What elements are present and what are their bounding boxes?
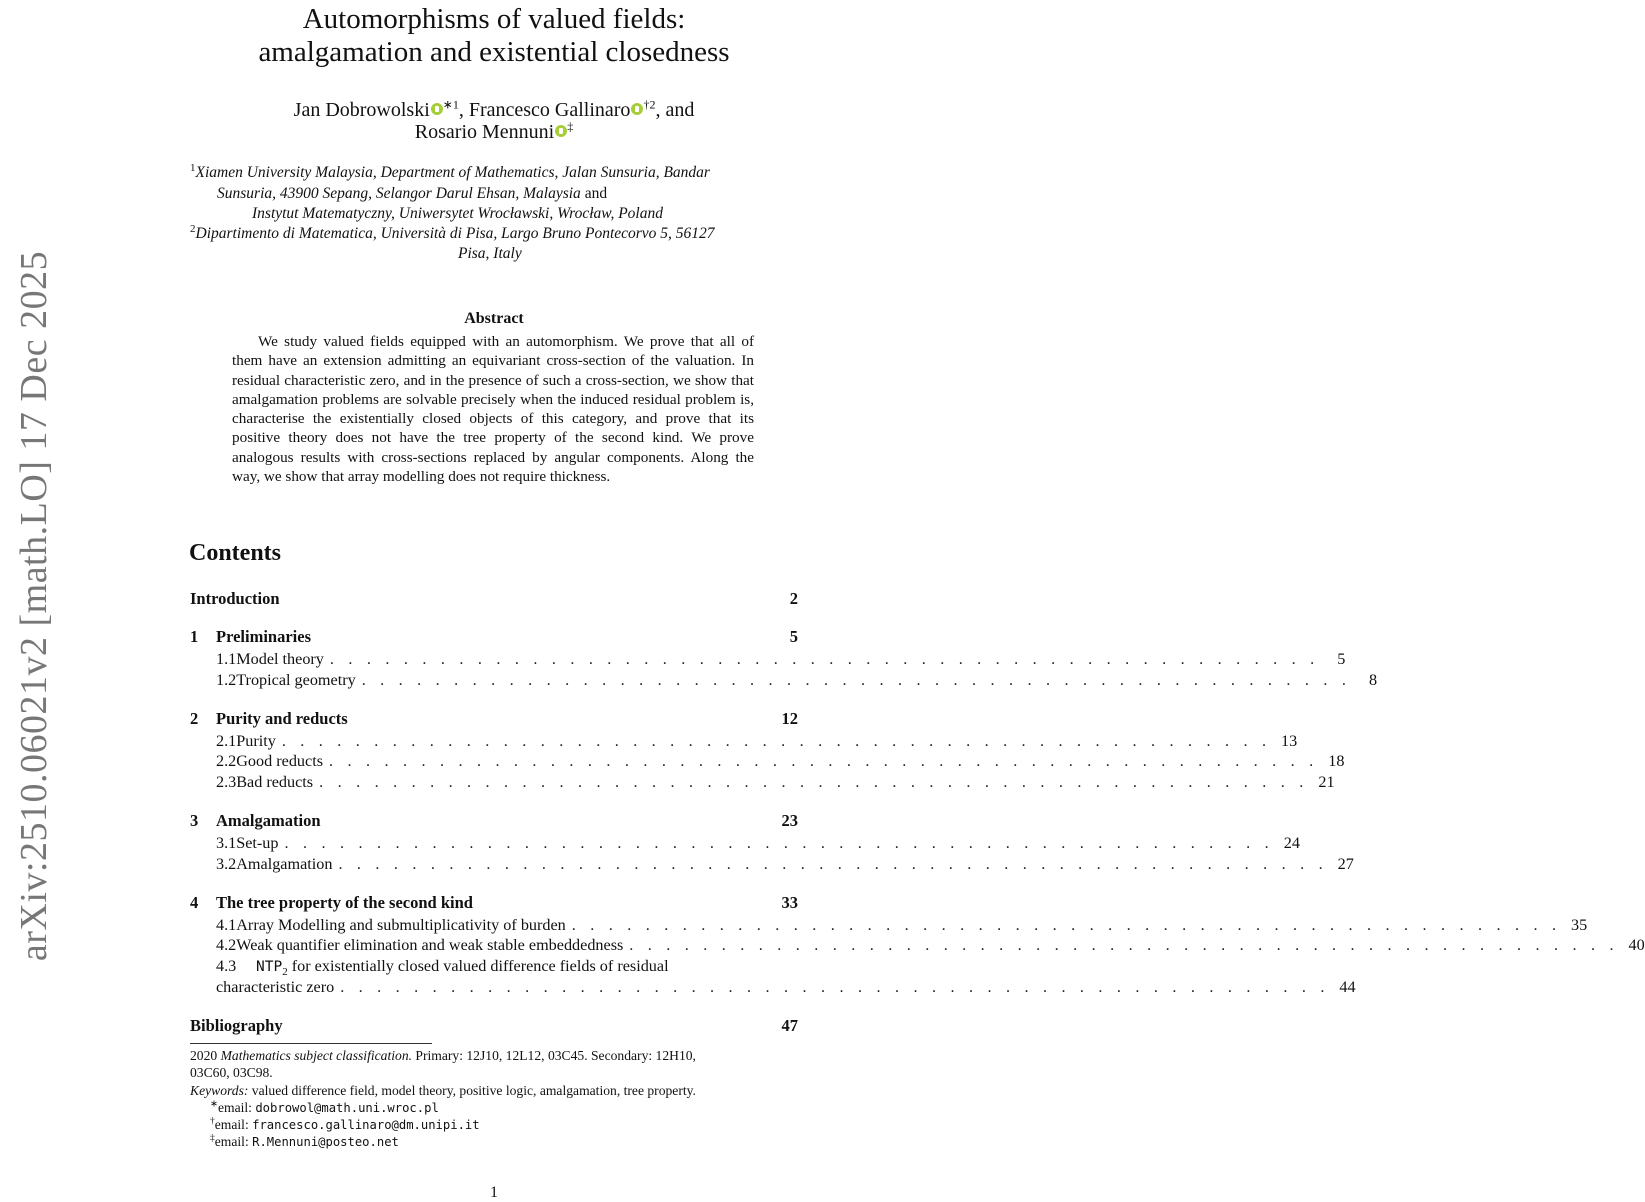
footnote-mark: ‡ <box>210 1133 215 1144</box>
affiliation-number: 2 <box>190 222 196 235</box>
toc-title: Purity and reducts <box>216 709 348 728</box>
msc-codes-continued: 03C60, 03C98. <box>190 1065 273 1080</box>
toc-page: 40 <box>1628 936 1645 954</box>
toc-number: 3 <box>190 811 199 830</box>
author-name: Jan Dobrowolski <box>293 99 430 121</box>
toc-entry-section-3-1[interactable] <box>190 832 1300 854</box>
toc-dot-leader: . . . . . . . . . . . . . . . . . . . . . . . . . . . . . . . . . . . . . . . . . . . . . . . . . . . . . . <box>629 936 1619 954</box>
affiliation-text: Pisa, Italy <box>458 245 522 262</box>
author-conjunction: , and <box>655 99 695 121</box>
toc-entry-section-3-2[interactable] <box>190 853 1354 875</box>
toc-page: 12 <box>781 709 798 728</box>
footnote-email-2 <box>210 1116 480 1134</box>
affiliation-text: Dipartimento di Matematica, Università di Pisa, Largo Bruno Pontecorvo 5, 56127 <box>195 225 715 242</box>
keywords-text: valued difference field, model theory, positive logic, amalgamation, tree property. <box>248 1083 696 1098</box>
page-number: 1 <box>490 1184 498 1201</box>
toc-dot-leader: . . . . . . . . . . . . . . . . . . . . . . . . . . . . . . . . . . . . . . . . . . . . . . . . . . . . . . <box>329 752 1319 770</box>
abstract-text: We study valued fields equipped with an automorphism. We prove that all of them have an extension admitting an equivariant cross-section of the valuation. In residual characteristic zero, and in the presence of such a cross-section, we show that amalgamation problems are solvable precisely when the induced residual problem is, characterise the existentially closed objects of this category, and prove that its positive theory does not have the tree property of the second kind. We prove analogous results with cross-sections replaced by angular components. Along the way, we show that array modelling does not require thickness. <box>232 333 754 486</box>
toc-entry-section-2-3[interactable] <box>190 771 1335 793</box>
toc-entry-section-2-1[interactable] <box>190 730 1298 752</box>
toc-title-rest: for existentially closed valued difference fields of residual <box>287 957 669 975</box>
toc-number: 2.3 <box>216 773 237 791</box>
affiliation-2-line-2 <box>458 244 522 264</box>
email-address[interactable]: dobrowol@math.uni.wroc.pl <box>255 1101 439 1115</box>
paper-title-line-2: amalgamation and existential closedness <box>258 36 730 68</box>
footnote-email-1 <box>210 1099 439 1117</box>
abstract-heading: Abstract <box>464 310 524 327</box>
toc-title: Array Modelling and submultiplicativity of burden <box>236 916 566 934</box>
toc-number: 2.1 <box>216 732 237 750</box>
toc-entry-section-1-2[interactable] <box>190 669 1378 691</box>
toc-title: Good reducts <box>236 752 323 770</box>
affiliation-text: Sunsuria, 43900 Sepang, Selangor Darul Ehsan, Malaysia <box>217 185 581 202</box>
toc-entry-section-4-2[interactable] <box>190 934 1645 956</box>
msc-codes: Primary: 12J10, 12L12, 03C45. Secondary: 12H10, <box>412 1048 696 1063</box>
toc-number: 2.2 <box>216 752 237 770</box>
toc-entry-chapter-3[interactable] <box>190 810 798 832</box>
msc-label: Mathematics subject classification. <box>220 1048 413 1063</box>
toc-dot-leader: . . . . . . . . . . . . . . . . . . . . . . . . . . . . . . . . . . . . . . . . . . . . . . . . . . . . . . <box>571 916 1562 934</box>
toc-number: 1 <box>190 627 199 646</box>
ntp-symbol: NTP <box>256 959 283 975</box>
toc-title: Amalgamation <box>236 855 333 873</box>
orcid-icon[interactable] <box>555 125 567 137</box>
author-list-line-2 <box>190 120 798 144</box>
footnote-keywords <box>190 1082 696 1100</box>
toc-entry-chapter-2[interactable] <box>190 708 798 730</box>
toc-entry-section-4-1[interactable] <box>190 914 1588 936</box>
toc-title: Tropical geometry <box>236 671 356 689</box>
toc-page: 27 <box>1337 855 1354 873</box>
toc-number: 4.2 <box>216 936 237 954</box>
arxiv-identifier-stamp: arXiv:2510.06021v2 [math.LO] 17 Dec 2025 <box>13 250 55 962</box>
toc-number: 4 <box>190 893 199 912</box>
toc-title: Set-up <box>236 834 279 852</box>
toc-title: Weak quantifier elimination and weak stable embeddedness <box>236 936 624 954</box>
toc-dot-leader: . . . . . . . . . . . . . . . . . . . . . . . . . . . . . . . . . . . . . . . . . . . . . . . . . . . . . . <box>281 732 1272 750</box>
toc-entry-chapter-1[interactable] <box>190 626 798 648</box>
footnote-divider <box>190 1043 432 1044</box>
toc-page: 21 <box>1318 773 1335 791</box>
footnote-mark: ∗ <box>210 1099 218 1110</box>
toc-dot-leader: . . . . . . . . . . . . . . . . . . . . . . . . . . . . . . . . . . . . . . . . . . . . . . . . . . . . . . <box>338 855 1328 873</box>
author-list <box>190 98 798 122</box>
toc-title: Amalgamation <box>216 811 321 830</box>
toc-number: 4.3 <box>216 957 237 975</box>
toc-page: 8 <box>1369 671 1378 689</box>
toc-number: 2 <box>190 709 199 728</box>
toc-title: Preliminaries <box>216 627 312 646</box>
toc-entry-bibliography[interactable] <box>190 1015 798 1037</box>
affiliation-1-line-2 <box>217 184 607 204</box>
toc-page: 44 <box>1339 978 1356 996</box>
toc-title: Model theory <box>236 650 324 668</box>
toc-entry-section-2-2[interactable] <box>190 750 1345 772</box>
toc-dot-leader: . . . . . . . . . . . . . . . . . . . . . . . . . . . . . . . . . . . . . . . . . . . . . . . . . . . . . . <box>340 978 1330 996</box>
toc-entry-section-1-1[interactable] <box>190 648 1346 670</box>
toc-title: Bad reducts <box>236 773 314 791</box>
toc-page: 47 <box>781 1016 798 1035</box>
affiliation-number: 1 <box>190 161 196 174</box>
affiliation-text: Instytut Matematyczny, Uniwersytet Wrocławski, Wrocław, Poland <box>252 205 663 222</box>
toc-page: 35 <box>1571 916 1588 934</box>
toc-page: 24 <box>1283 834 1300 852</box>
toc-title: Introduction <box>190 589 280 608</box>
toc-page: 13 <box>1281 732 1298 750</box>
toc-title: The tree property of the second kind <box>216 893 473 912</box>
affiliation-text: Xiamen University Malaysia, Department of Mathematics, Jalan Sunsuria, Bandar <box>195 164 710 181</box>
toc-number: 1.1 <box>216 650 237 668</box>
toc-title: Purity <box>236 732 276 750</box>
author-mark: †2 <box>643 97 656 112</box>
toc-number: 1.2 <box>216 671 237 689</box>
toc-entry-chapter-4[interactable] <box>190 892 798 914</box>
contents-heading: Contents <box>189 540 282 566</box>
toc-number: 3.1 <box>216 834 237 852</box>
toc-entry-section-4-3[interactable] <box>190 955 798 977</box>
orcid-icon[interactable] <box>631 103 643 115</box>
toc-entry-introduction[interactable] <box>190 588 798 610</box>
toc-title-line-2: characteristic zero <box>216 978 335 996</box>
toc-page: 5 <box>1337 650 1346 668</box>
toc-page: 2 <box>789 589 798 608</box>
ntp-subscript: 2 <box>282 966 288 979</box>
author-name: Francesco Gallinaro <box>468 99 631 121</box>
footnote-mark: † <box>210 1116 215 1127</box>
footnote-msc-line-2 <box>190 1064 273 1082</box>
toc-entry-section-4-3-continued[interactable] <box>190 976 1356 998</box>
toc-number: 3.2 <box>216 855 237 873</box>
affiliation-and: and <box>580 185 608 202</box>
msc-year: 2020 <box>190 1048 221 1063</box>
email-label: email: <box>214 1117 253 1132</box>
affiliation-1-line-3 <box>252 204 663 224</box>
author-mark: ∗1 <box>442 97 459 112</box>
orcid-icon[interactable] <box>431 103 443 115</box>
toc-dot-leader: . . . . . . . . . . . . . . . . . . . . . . . . . . . . . . . . . . . . . . . . . . . . . . . . . . . . . . <box>319 773 1309 791</box>
toc-dot-leader: . . . . . . . . . . . . . . . . . . . . . . . . . . . . . . . . . . . . . . . . . . . . . . . . . . . . . . <box>284 834 1274 852</box>
email-label: email: <box>214 1134 253 1149</box>
toc-page: 5 <box>789 627 798 646</box>
affiliation-2-line-1 <box>190 224 715 244</box>
footnote-email-3 <box>210 1133 399 1151</box>
toc-page: 33 <box>781 893 798 912</box>
toc-title: Bibliography <box>190 1016 283 1035</box>
toc-page: 18 <box>1328 752 1345 770</box>
toc-number: 4.1 <box>216 916 237 934</box>
author-separator: , <box>458 99 469 121</box>
affiliation-1-line-1 <box>190 163 710 183</box>
author-name: Rosario Mennuni <box>414 121 555 143</box>
keywords-label: Keywords: <box>190 1083 249 1098</box>
paper-title-line-1: Automorphisms of valued fields: <box>302 3 686 35</box>
toc-dot-leader: . . . . . . . . . . . . . . . . . . . . . . . . . . . . . . . . . . . . . . . . . . . . . . . . . . . . . . <box>329 650 1320 668</box>
toc-page: 23 <box>781 811 798 830</box>
email-address[interactable]: francesco.gallinaro@dm.unipi.it <box>252 1118 480 1132</box>
email-label: email: <box>217 1100 256 1115</box>
footnote-msc-line-1 <box>190 1047 696 1065</box>
author-mark: ‡ <box>567 119 574 134</box>
email-address[interactable]: R.Mennuni@posteo.net <box>252 1135 399 1149</box>
toc-dot-leader: . . . . . . . . . . . . . . . . . . . . . . . . . . . . . . . . . . . . . . . . . . . . . . . . . . . . . . <box>361 671 1352 689</box>
